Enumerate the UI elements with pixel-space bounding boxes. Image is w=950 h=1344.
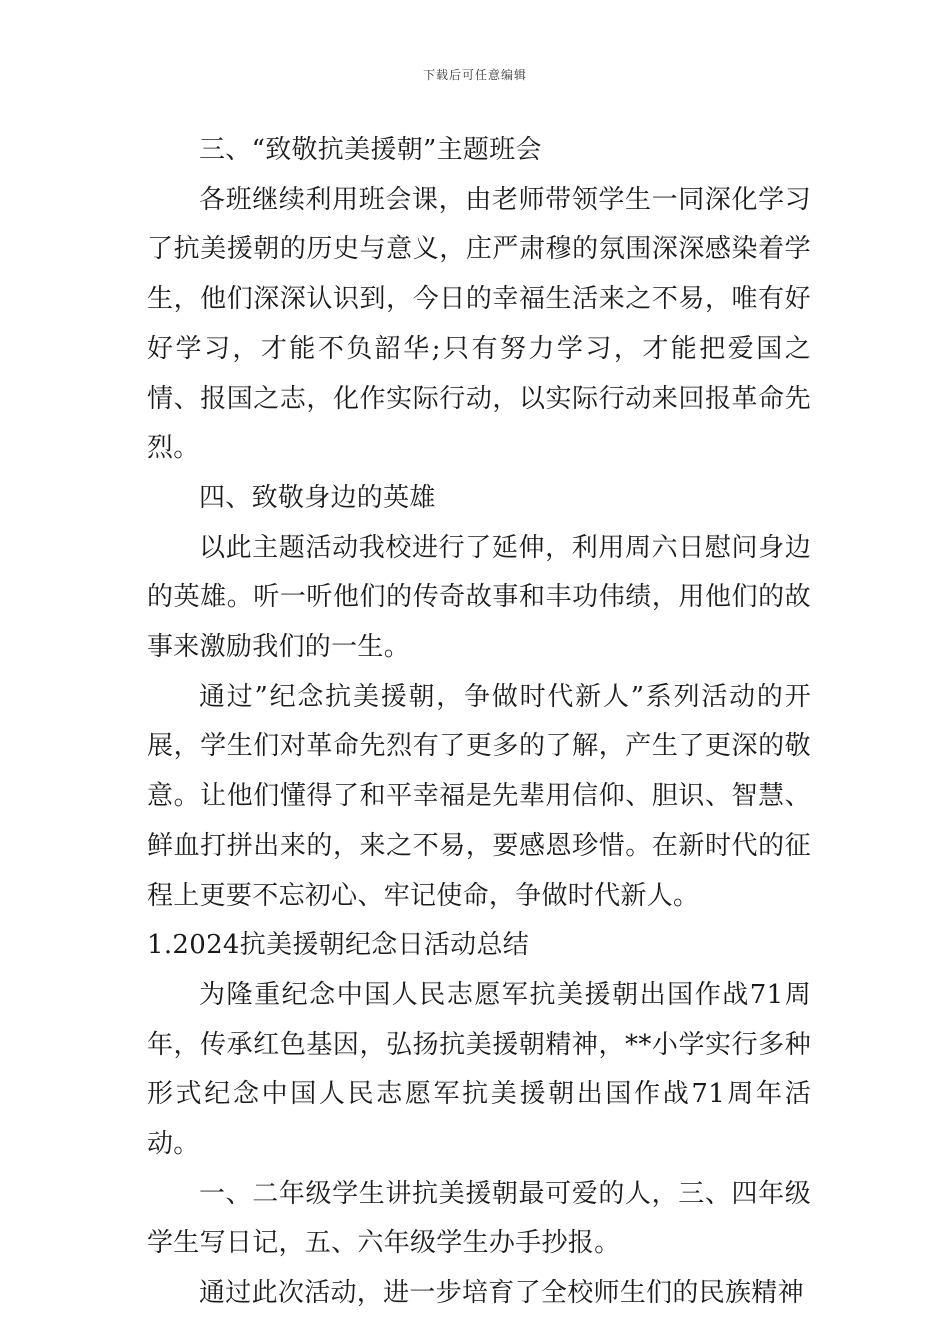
- paragraph: 通过”纪念抗美援朝，争做时代新人”系列活动的开展，学生们对革命先烈有了更多的了解，产生了更深的敬意。让他们懂得了和平幸福是先辈用信仰、胆识、智慧、鲜血打拼出来的，来之不易，要感恩珍惜。在新时代的征程上更要不忘初心、牢记使命，争做时代新人。: [147, 681, 811, 911]
- paragraph: 一、二年级学生讲抗美援朝最可爱的人，三、四年级学生写日记，五、六年级学生办手抄报。: [147, 1178, 811, 1259]
- article-title: 1.2024抗美援朝纪念日活动总结: [147, 930, 530, 961]
- paragraph: 以此主题活动我校进行了延伸，利用周六日慰问身边的英雄。听一听他们的传奇故事和丰功伟绩，用他们的故事来激励我们的一生。: [147, 532, 811, 663]
- header-note: 下载后可任意编辑: [422, 68, 527, 82]
- section-heading-4: 四、致敬身边的英雄: [199, 482, 436, 513]
- section-heading-3: 三、“致敬抗美援朝”主题班会: [199, 135, 542, 165]
- document-body: [147, 126, 811, 1319]
- paragraph: 各班继续利用班会课，由老师带领学生一同深化学习了抗美援朝的历史与意义，庄严肃穆的氛围深深感染着学生，他们深深认识到，今日的幸福生活来之不易，唯有好好学习，才能不负韶华;只有努力学习，才能把爱国之情、报国之志，化作实际行动，以实际行动来回报革命先烈。: [147, 184, 811, 464]
- paragraph: 为隆重纪念中国人民志愿军抗美援朝出国作战71周年，传承红色基因，弘扬抗美援朝精神，**小学实行多种形式纪念中国人民志愿军抗美援朝出国作战71周年活动。: [147, 979, 811, 1160]
- paragraph: 通过此次活动，进一步培育了全校师生们的民族精神: [199, 1278, 804, 1309]
